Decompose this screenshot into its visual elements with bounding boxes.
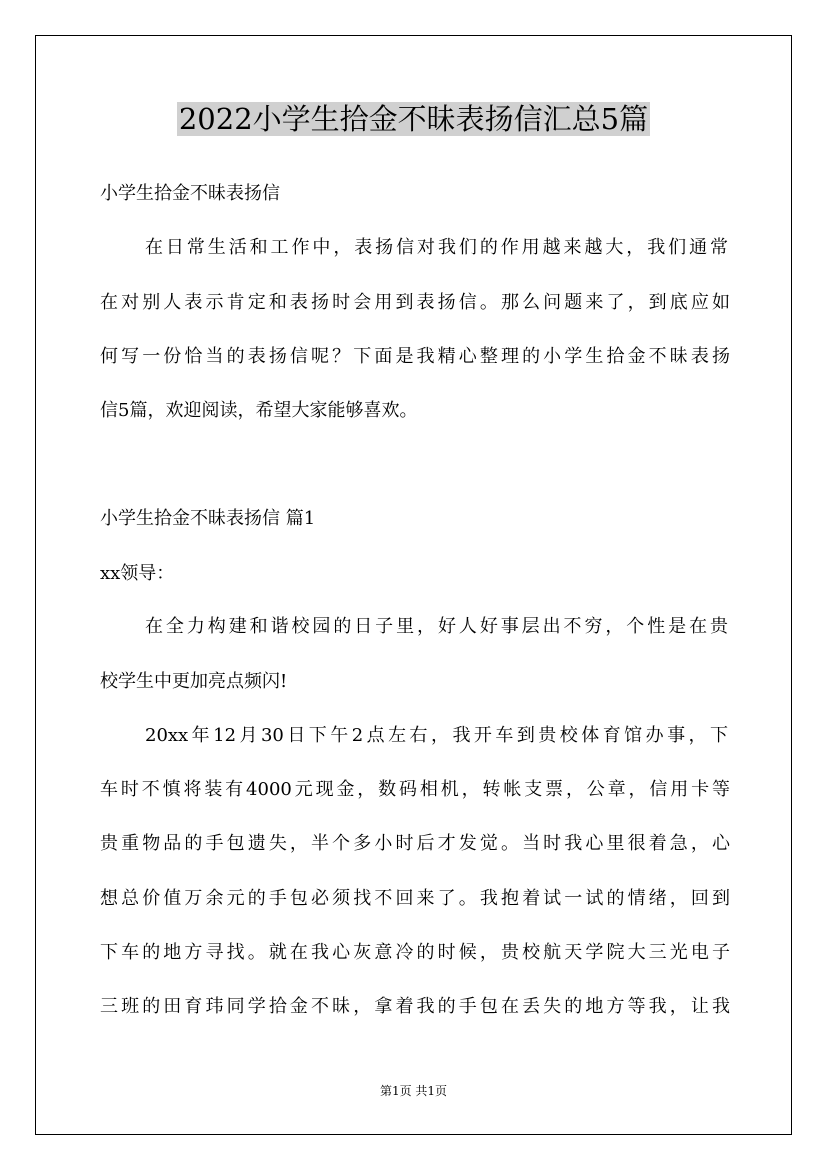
paragraph-line: 在日常生活和工作中，表扬信对我们的作用越来越大，我们通常: [145, 237, 728, 258]
section-heading: 小学生拾金不昧表扬信: [100, 183, 280, 204]
salutation: xx领导：: [100, 563, 175, 584]
paragraph-line: 在对别人表示肯定和表扬时会用到表扬信。那么问题来了，到底应如: [100, 292, 730, 313]
paragraph-line: 车时不慎将装有4000元现金，数码相机，转帐支票，公章，信用卡等: [100, 779, 730, 800]
paragraph-line: 三班的田育玮同学拾金不昧，拿着我的手包在丢失的地方等我，让我: [100, 996, 730, 1017]
paragraph-line: 信5篇，欢迎阅读，希望大家能够喜欢。: [100, 400, 418, 421]
paragraph-line: 何写一份恰当的表扬信呢？下面是我精心整理的小学生拾金不昧表扬: [100, 346, 730, 367]
paragraph-line: 想总价值万余元的手包必须找不回来了。我抱着试一试的情绪，回到: [100, 888, 730, 909]
section-heading: 小学生拾金不昧表扬信 篇1: [100, 508, 316, 529]
paragraph-line: 校学生中更加亮点频闪!: [100, 671, 288, 692]
page-number-footer: 第1页 共1页: [379, 1084, 448, 1098]
paragraph-line: 贵重物品的手包遗失，半个多小时后才发觉。当时我心里很着急，心: [100, 833, 730, 854]
paragraph-line: 20xx年12月30日下午2点左右，我开车到贵校体育馆办事，下: [145, 725, 728, 746]
document-title: 2022小学生拾金不昧表扬信汇总5篇: [178, 102, 649, 136]
paragraph-line: 下车的地方寻找。就在我心灰意冷的时候，贵校航天学院大三光电子: [100, 942, 730, 963]
paragraph-line: 在全力构建和谐校园的日子里，好人好事层出不穷，个性是在贵: [145, 616, 728, 637]
